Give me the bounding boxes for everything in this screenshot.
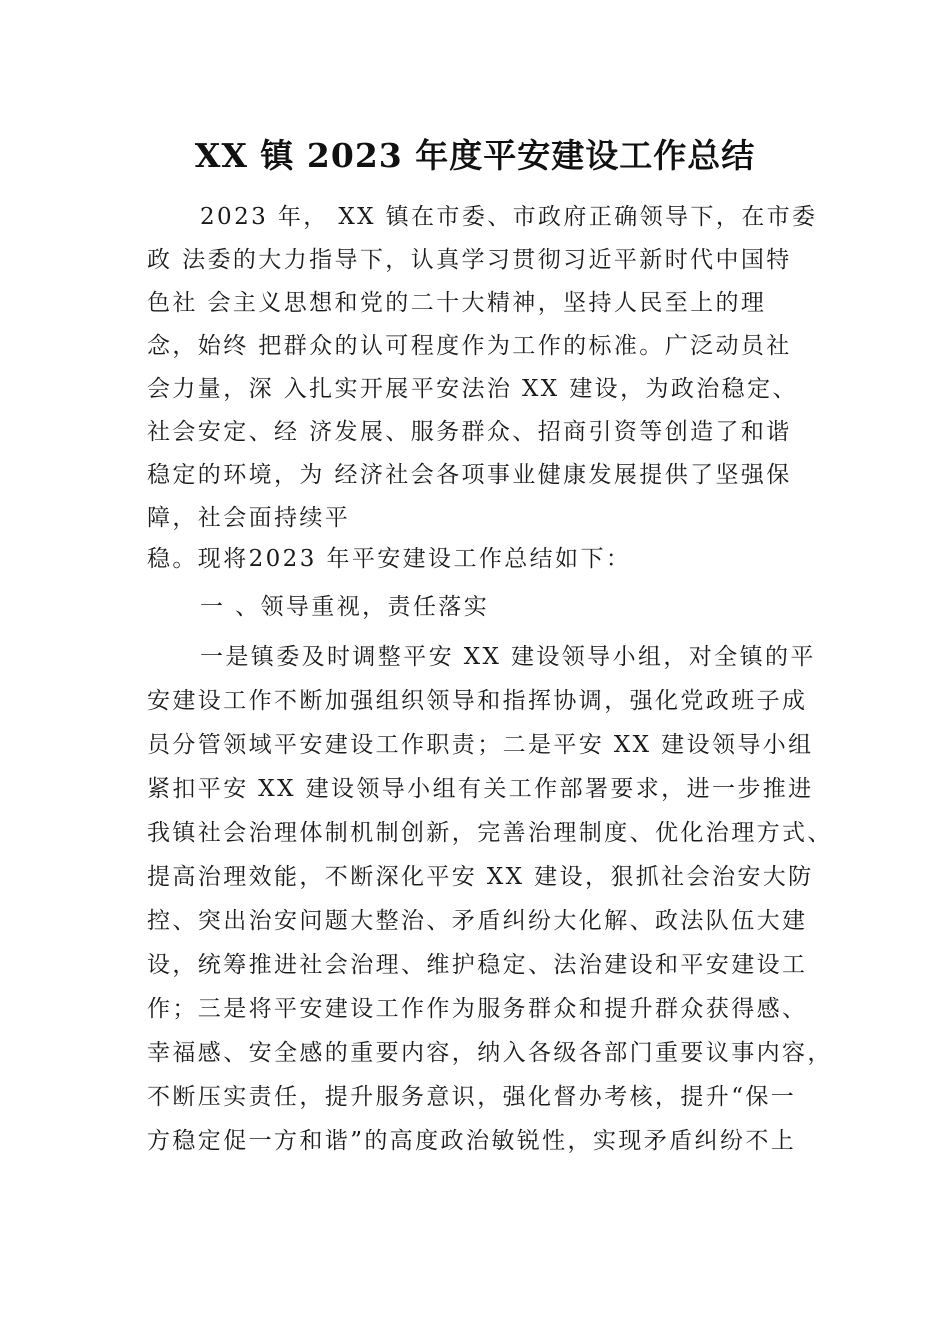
body-paragraph-line: 我镇社会治理体制机制创新，完善治理制度、优化治理方式、 — [147, 820, 833, 846]
body-paragraph-line: 幸福感、安全感的重要内容，纳入各级各部门重要议事内容， — [147, 1040, 833, 1066]
intro-paragraph-line: 稳。现将2023 年平安建设工作总结如下： — [147, 546, 632, 572]
intro-paragraph-line: 念，始终 把群众的认可程度作为工作的标准。广泛动员社 — [147, 333, 792, 359]
intro-paragraph-line: 政 法委的大力指导下，认真学习贯彻习近平新时代中国特 — [147, 247, 792, 273]
intro-paragraph-line: 会力量，深 入扎实开展平安法治 XX 建设，为政治稳定、 — [147, 376, 798, 402]
body-paragraph-line: 不断压实责任，提升服务意识，强化督办考核，提升“保一 — [147, 1084, 797, 1110]
intro-paragraph-line: 2023 年， XX 镇在市委、市政府正确领导下，在市委 — [200, 204, 818, 230]
intro-paragraph-line: 稳定的环境，为 经济社会各项事业健康发展提供了坚强保 — [147, 462, 792, 488]
body-paragraph-line: 紧扣平安 XX 建设领导小组有关工作部署要求，进一步推进 — [147, 776, 814, 802]
body-paragraph-line: 提高治理效能，不断深化平安 XX 建设，狠抓社会治安大防 — [147, 864, 814, 890]
body-paragraph-line: 控、突出治安问题大整治、矛盾纠纷大化解、政法队伍大建 — [147, 908, 808, 934]
intro-paragraph-line: 社会安定、经 济发展、服务群众、招商引资等创造了和谐 — [147, 419, 792, 445]
body-paragraph-line: 员分管领域平安建设工作职责；二是平安 XX 建设领导小组 — [147, 732, 814, 758]
body-paragraph-line: 一是镇委及时调整平安 XX 建设领导小组，对全镇的平 — [200, 644, 816, 670]
body-paragraph-line: 安建设工作不断加强组织领导和指挥协调，强化党政班子成 — [147, 688, 808, 714]
body-paragraph-line: 方稳定促一方和谐”的高度政治敏锐性，实现矛盾纠纷不上 — [147, 1128, 797, 1154]
section-heading: 一 、领导重视，责任落实 — [200, 594, 490, 620]
intro-paragraph-line: 障，社会面持续平 — [147, 505, 351, 531]
body-paragraph-line: 设，统筹推进社会治理、维护稳定、法治建设和平安建设工 — [147, 952, 808, 978]
document-title: XX 镇 2023 年度平安建设工作总结 — [194, 136, 756, 175]
intro-paragraph-line: 色社 会主义思想和党的二十大精神，坚持人民至上的理 — [147, 290, 767, 316]
body-paragraph-line: 作；三是将平安建设工作作为服务群众和提升群众获得感、 — [147, 996, 808, 1022]
